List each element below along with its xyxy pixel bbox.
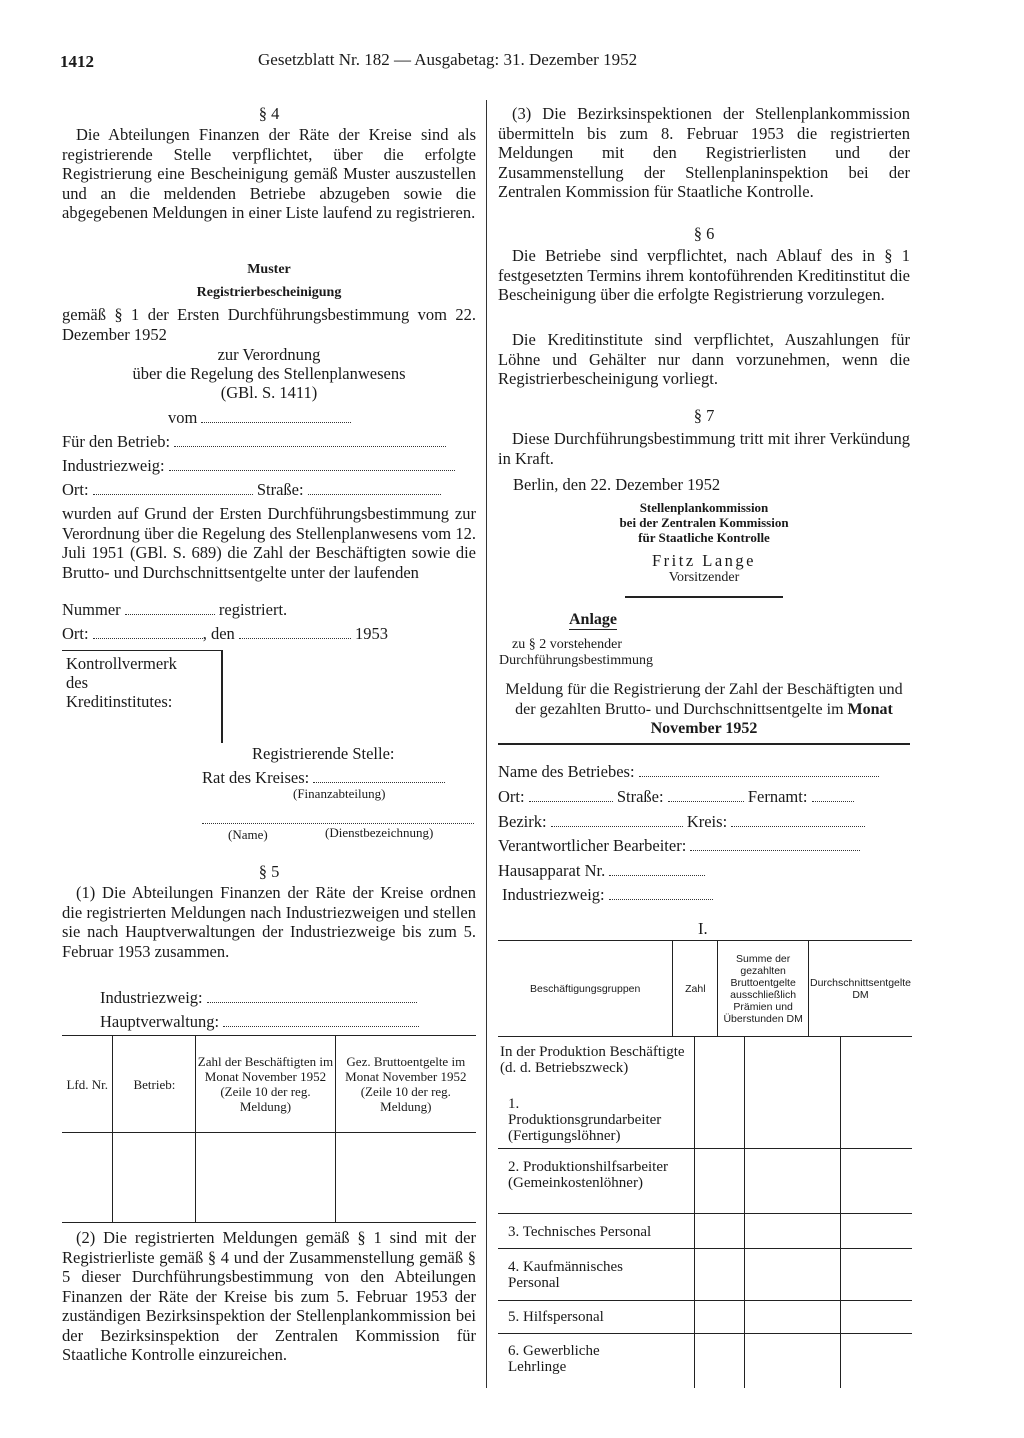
name-betrieb-label: Name des Betriebes: (498, 762, 635, 781)
header-beschaeftigungsgruppen: Beschäftigungsgruppen (498, 941, 673, 1037)
bezirk-dots (551, 813, 683, 827)
muster-line-2: zur Verordnung (217, 345, 321, 364)
meldung-table-header (498, 940, 912, 1037)
s5-hauptverwaltung-dots (223, 1013, 419, 1027)
name-label: (Name) (228, 827, 268, 842)
s5-hauptverwaltung-field (100, 1012, 419, 1032)
table-row: 5. Hilfspersonal (508, 1309, 604, 1325)
row-divider (498, 1248, 912, 1249)
rat-des-kreises-field (202, 768, 445, 788)
table-cell (113, 1133, 196, 1223)
table-row: 1. Produktionsgrundarbeiter (Fertigungslöhner) (508, 1096, 662, 1144)
kreis-label: Kreis: (686, 812, 728, 831)
muster-title: Muster (247, 262, 291, 277)
s5-industriezweig-field (100, 988, 417, 1008)
s5-hauptverwaltung-label: Hauptverwaltung: (100, 1012, 220, 1031)
r-industriezweig-field (502, 885, 713, 905)
betrieb-dots (174, 433, 446, 447)
table-cell (196, 1133, 335, 1223)
meldung-text (498, 680, 910, 739)
signature-name: Fritz Lange (651, 551, 756, 570)
registrierende-stelle: Registrierende Stelle: (252, 744, 395, 763)
signature-org-1: Stellenplankommission (639, 500, 769, 515)
section-5-para-1: (1) Die Abteilungen Finanzen der Räte der Kreise ordnen die registrierten Meldungen nach Industriezweigen und stellen sie nach Hauptverwaltungen der Industriezweige bis zum 5. Februar 1953 zusammen. (62, 883, 476, 961)
section-i-label: I. (698, 919, 708, 938)
bearbeiter-dots (690, 837, 860, 851)
meldung-table-body (498, 1036, 912, 1388)
r-industriezweig-label: Industriezweig: (502, 885, 605, 904)
strasse-label: Straße: (256, 480, 304, 499)
header-durchschnittsentgelte: Durchschnittsentgelte DM (809, 941, 913, 1037)
table-row: In der Produktion Beschäftigte (d. d. Betriebszweck) (500, 1044, 685, 1076)
row-divider (498, 1148, 912, 1149)
r-ort-dots (529, 788, 613, 802)
ort-label: Ort: (62, 480, 89, 499)
bearbeiter-label: Verantwortlicher Bearbeiter: (498, 836, 687, 855)
row-divider (498, 1300, 912, 1301)
section-5-para-3: (3) Die Bezirksinspektionen der Stellenplankommission übermitteln bis zum 8. Februar 1953 die registrierten Meldungen mit den Registrierlisten und der Zusammenstellung der Stellenplaninspektion bei der Zentralen Kommission für Staatliche Kontrolle. (498, 104, 910, 201)
den-dots (239, 625, 351, 639)
r-fernamt-label: Fernamt: (747, 787, 808, 806)
kontroll-line-1: Kontrollvermerk (66, 654, 177, 673)
ort2-dots (93, 625, 203, 639)
table-row: 4. Kaufmännisches Personal (508, 1259, 623, 1291)
section-5-heading: § 5 (258, 862, 280, 881)
table-cell (62, 1133, 113, 1223)
r-strasse-label: Straße: (616, 787, 664, 806)
rat-des-kreises-label: Rat des Kreises: (202, 768, 310, 787)
vline-1 (694, 1036, 695, 1388)
s5-industriezweig-label: Industriezweig: (100, 988, 203, 1007)
section-4-heading: § 4 (258, 104, 280, 123)
ort-den-field (62, 624, 388, 644)
section-4-text: Die Abteilungen Finanzen der Räte der Kreise sind als registrierende Stelle verpflichtet, über die erfolgte Registrierung eine Bescheinigung gemäß Muster auszustellen und an die meldenden Betriebe abzugeben sowie die abgegebenen Meldungen in einer Liste laufend zu registrieren. (62, 125, 476, 222)
bearbeiter-field (498, 836, 860, 856)
vline-3 (840, 1036, 841, 1388)
place-date: Berlin, den 22. Dezember 1952 (513, 475, 721, 494)
row-divider (498, 1213, 912, 1214)
anlage-ref-1: zu § 2 vorstehender (512, 637, 623, 652)
finanzabteilung-label: (Finanzabteilung) (293, 786, 386, 801)
muster-line-1: gemäß § 1 der Ersten Durchführungsbestimmung vom 22. Dezember 1952 (62, 305, 476, 344)
hausapparat-label: Hausapparat Nr. (498, 861, 606, 880)
rat-des-kreises-dots (313, 769, 445, 783)
section-5-para-2: (2) Die registrierten Meldungen gemäß § 1 sind mit der Registrierliste gemäß § 4 und der Zusammenstellung gemäß § 5 dieser Durchführungsbestimmung von den Abteilungen Finanzen der Räte der Kreise bis zum 5. Februar 1953 der zuständigen Bezirksinspektion der Stellenplankommission bei der Bezirksinspektion der Zentralen Kommission für Staatliche Kontrolle einzureichen. (62, 1228, 476, 1364)
meldung-rule (498, 743, 910, 745)
ort-dots (93, 481, 253, 495)
header-zahl: Zahl (673, 941, 718, 1037)
column-divider (486, 100, 487, 1388)
muster-line-3: über die Regelung des Stellenplanwesens (132, 364, 406, 383)
table-header-bruttoentgelte: Gez. Bruttoentgelte im Monat November 1952 (Zeile 10 der reg. Meldung) (335, 1036, 476, 1133)
table-header-betrieb: Betrieb: (113, 1036, 196, 1133)
name-signature-line (202, 823, 474, 824)
ort-strasse-field (62, 480, 441, 500)
section-6-heading: § 6 (693, 224, 715, 243)
table-cell (335, 1133, 476, 1223)
signature-org-3: für Staatliche Kontrolle (638, 530, 770, 545)
zusammenstellung-table (62, 1035, 476, 1223)
signature-rule (625, 596, 783, 598)
table-header-zahl: Zahl der Beschäftigten im Monat November 1952 (Zeile 10 der reg. Meldung) (196, 1036, 335, 1133)
year-label: 1953 (355, 624, 389, 643)
industriezweig-dots (169, 457, 455, 471)
vom-label: vom (168, 408, 198, 427)
dienstbezeichnung-label: (Dienstbezeichnung) (325, 825, 434, 840)
nummer-field (62, 600, 287, 620)
hausapparat-field (498, 861, 705, 881)
registrier-body-text: wurden auf Grund der Ersten Durchführungsbestimmung zur Verordnung über die Regelung des Stellenplanwesens vom 12. Juli 1951 (GBl. S. 689) die Zahl der Beschäftigten sowie die Brutto- und Durchschnittsentgelte unter der laufenden (62, 504, 476, 582)
r-strasse-dots (668, 788, 744, 802)
section-6-para-1: Die Betriebe sind verpflichtet, nach Ablauf des in § 1 festgesetzten Termins ihrem kontoführenden Kreditinstitut die Bescheinigung über die erfolgte Registrierung vorzulegen. (498, 246, 910, 304)
name-betrieb-dots (639, 763, 879, 777)
kontroll-box-top (62, 650, 222, 651)
muster-line-4: (GBl. S. 1411) (220, 383, 318, 402)
signature-org-2: bei der Zentralen Kommission (619, 515, 789, 530)
table-row (62, 1133, 476, 1223)
betrieb-field (62, 432, 446, 452)
section-6-para-2: Die Kreditinstitute sind verpflichtet, Auszahlungen für Löhne und Gehälter nur dann vorzunehmen, wenn die Registrierbescheinigung vorliegt. (498, 330, 910, 388)
table-header-lfd-nr: Lfd. Nr. (62, 1036, 113, 1133)
meldung-text-month: Monat November 1952 (650, 700, 893, 737)
hausapparat-dots (609, 862, 705, 876)
den-label: , den (202, 624, 235, 643)
signature-title: Vorsitzender (668, 570, 740, 585)
table-row: 3. Technisches Personal (508, 1224, 652, 1240)
kontroll-box-right (221, 650, 223, 743)
s5-industriezweig-dots (207, 989, 417, 1003)
industriezweig-field (62, 456, 455, 476)
page-header-title: Gesetzblatt Nr. 182 — Ausgabetag: 31. Dezember 1952 (258, 50, 638, 69)
kontroll-line-3: Kreditinstitutes: (66, 692, 173, 711)
vom-dots (201, 409, 351, 423)
table-row: 2. Produktionshilfsarbeiter (Gemeinkostenlöhner) (508, 1159, 668, 1191)
ort2-label: Ort: (62, 624, 89, 643)
muster-subtitle: Registrierbescheinigung (196, 285, 342, 300)
kontroll-line-2: des (66, 673, 88, 692)
bezirk-label: Bezirk: (498, 812, 547, 831)
anlage-title: Anlage (569, 611, 617, 628)
strasse-dots (308, 481, 441, 495)
section-7-para-1: Diese Durchführungsbestimmung tritt mit ihrer Verkündung in Kraft. (498, 429, 910, 468)
bezirk-kreis-field (498, 812, 865, 832)
nummer-dots (125, 601, 215, 615)
industriezweig-label: Industriezweig: (62, 456, 165, 475)
name-betrieb-field (498, 762, 879, 782)
kreis-dots (731, 813, 865, 827)
meldung-text-main: Meldung für die Registrierung der Zahl der Beschäftigten und der gezahlten Brutto- und Durchschnittsentgelte im (505, 681, 903, 718)
table-row: 6. Gewerbliche Lehrlinge (508, 1343, 600, 1375)
registriert-label: registriert. (218, 600, 288, 619)
row-divider (498, 1333, 912, 1334)
betrieb-label: Für den Betrieb: (62, 432, 171, 451)
page-number: 1412 (60, 52, 94, 71)
r-industriezweig-dots (609, 886, 713, 900)
anlage-ref-2: Durchführungsbestimmung (499, 653, 653, 668)
vline-2 (744, 1036, 745, 1388)
ort-strasse-fernamt-field (498, 787, 854, 807)
vom-field (168, 408, 351, 428)
section-7-heading: § 7 (693, 406, 715, 425)
nummer-label: Nummer (62, 600, 121, 619)
r-ort-label: Ort: (498, 787, 525, 806)
r-fernamt-dots (812, 788, 854, 802)
header-summe-bruttoentgelte: Summe der gezahlten Bruttoentgelte ausschließlich Prämien und Überstunden DM (718, 941, 809, 1037)
